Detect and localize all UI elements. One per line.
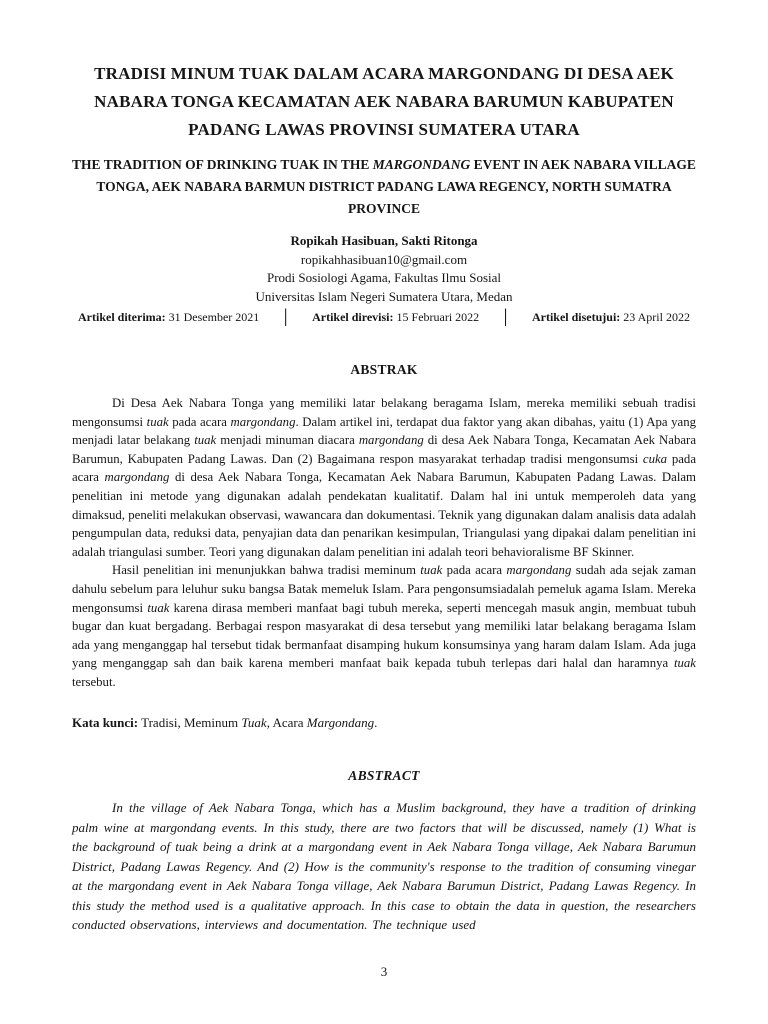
abstrak-heading: ABSTRAK [350, 362, 418, 377]
author-block [72, 232, 696, 306]
abstrak-paragraph-2: Hasil penelitian ini menunjukkan bahwa tradisi meminum tuak pada acara margondang sudah ada sejak zaman dahulu sebelum para leluhur suku bangsa Batak memeluk Islam. Para pengonsumsiadalah pemeluk agama Islam. Mereka mengonsumsi tuak karena dirasa memberi manfaat bagi tubuh mereka, seperti mencegah masuk angin, membuat tubuh bugar dan kuat bergadang. Berbagai respon masyarakat di desa tersebut yang memiliki latar belakang beragama Islam ada yang menganggap hal tersebut tidak bermanfaat disamping hukum konsumsinya yang haram dalam Islam. Ada juga yang menganggap sah dan baik karena memberi manfaat baik kepada tubuh terlepas dari halal dan haramnya tuak tersebut. [72, 563, 696, 689]
date-approved-label: Artikel disetujui: [531, 310, 621, 324]
article-title-english: THE TRADITION OF DRINKING TUAK IN THE MARGONDANG EVENT IN AEK NABARA VILLAGE TONGA, AEK NABARA BARMUN DISTRICT PADANG LAWA REGENCY, NORTH SUMATRA PROVINCE [72, 157, 696, 216]
keywords-line: Kata kunci: Tradisi, Meminum Tuak, Acara Margondang. [72, 714, 378, 730]
date-received [78, 308, 259, 326]
email-line: ropikahhasibuan10@gmail.com [300, 251, 468, 267]
date-revised [312, 308, 479, 326]
affiliation-line-2: Universitas Islam Negeri Sumatera Utara, Medan [255, 288, 513, 304]
article-title-indonesian: TRADISI MINUM TUAK DALAM ACARA MARGONDANG DI DESA AEK NABARA TONGA KECAMATAN AEK NABARA BARUMUN KABUPATEN PADANG LAWAS PROVINSI SUMATERA UTARA [94, 64, 674, 139]
date-received-value: 31 Desember 2021 [168, 310, 260, 324]
date-approved [532, 308, 690, 326]
authors-line: Ropikah Hasibuan, Sakti Ritonga [290, 233, 478, 248]
date-revised-value: 15 Februari 2022 [396, 310, 480, 324]
date-revised-label: Artikel direvisi: [312, 310, 394, 324]
article-dates-line [72, 308, 696, 326]
separator-bar-2: | [503, 307, 508, 327]
abstract-heading: ABSTRACT [348, 768, 420, 784]
page-number: 3 [380, 964, 388, 979]
date-approved-value: 23 April 2022 [623, 310, 690, 324]
affiliation-line-1: Prodi Sosiologi Agama, Fakultas Ilmu Sosial [266, 270, 501, 285]
separator-bar-1: | [284, 307, 288, 327]
abstract-paragraph-english: In the village of Aek Nabara Tonga, which has a Muslim background, they have a tradition of drinking palm wine at margondang events. In this study, there are two factors that will be discussed, namely (1) What is the background of tuak being a drink at a margondang event in Aek Nabara Tonga village, Aek Nabara Barumun District, Padang Lawas Regency. And (2) How is the community's response to the tradition of consuming vinegar at the margondang event in Aek Nabara Tonga village, Aek Nabara Barumun District, Padang Lawas Regency. In this study the method used is a qualitative approach. In this case to obtain the data in question, the researchers conducted observations, interviews and documentation. The technique used [72, 800, 696, 933]
abstrak-paragraph-1: Di Desa Aek Nabara Tonga yang memiliki latar belakang beragama Islam, mereka memiliki sebuah tradisi mengonsumsi tuak pada acara margondang. Dalam artikel ini, terdapat dua faktor yang akan dibahas, yaitu (1) Apa yang menjadi latar belakang tuak menjadi minuman diacara margondang di desa Aek Nabara Tonga, Kecamatan Aek Nabara Barumun, Kabupaten Padang Lawas. Dan (2) Bagaimana respon masyarakat terhadap tradisi mengonsumsi cuka pada acara margondang di desa Aek Nabara Tonga, Kecamatan Aek Nabara Barumun, Kabupaten Padang Lawas. Dalam penelitian ini metode yang digunakan adalah pendekatan kualitatif. Dalam hal ini untuk memperoleh data yang dimaksud, peneliti melakukan observasi, wawancara dan dokumentasi. Teknik yang digunakan dalam analisis data adalah pengumpulan data, reduksi data, penyajian data dan penarikan kesimpulan, Triangulasi yang dipakai dalam penelitian ini adalah triangulasi sumber. Teori yang digunakan dalam penelitian ini adalah teori behavioralisme BF Skinner. [72, 396, 697, 559]
date-received-label: Artikel diterima: [78, 310, 166, 324]
